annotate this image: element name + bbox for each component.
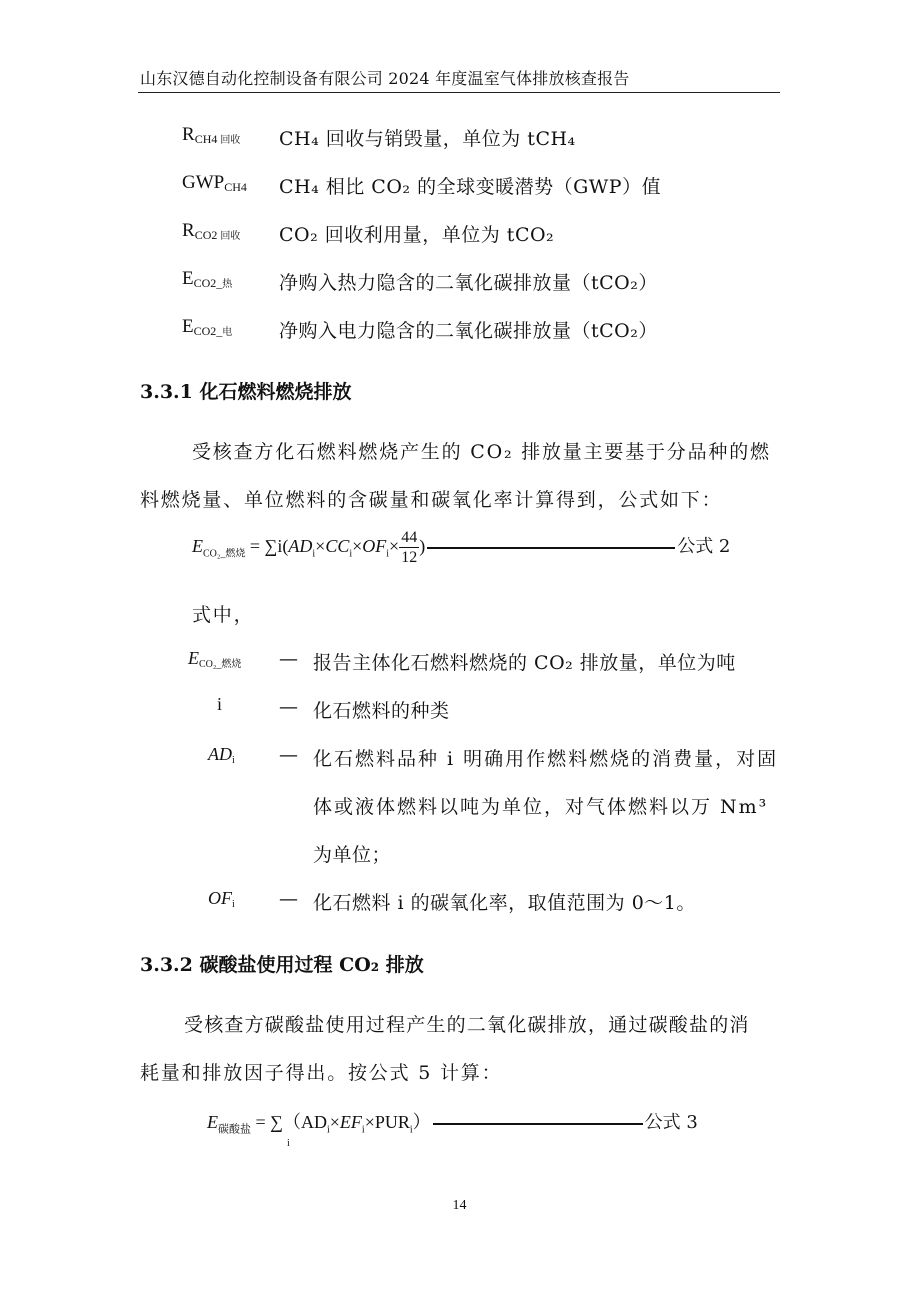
section-heading: 3.3.2 碳酸盐使用过程 CO₂ 排放 — [140, 954, 424, 976]
symbol-sub-small: 热 — [222, 279, 233, 290]
symbol-sub: i — [232, 755, 235, 766]
where-desc: 报告主体化石燃料燃烧的 CO₂ 排放量，单位为吨 — [313, 652, 736, 674]
header-divider — [138, 92, 780, 93]
formula-ef: EF — [339, 1112, 362, 1132]
symbol-sub: CO2 — [194, 228, 218, 242]
formula-sub-i: i — [386, 548, 390, 560]
where-symbol — [208, 744, 235, 766]
symbol-main: R — [182, 220, 195, 241]
formula-sub-i: i — [349, 548, 353, 560]
formula-times: × — [389, 536, 400, 557]
definition-symbol — [182, 220, 240, 243]
where-symbol — [217, 694, 222, 715]
formula-sub-i: i — [312, 548, 316, 560]
fraction-denominator: 12 — [401, 549, 418, 566]
symbol-sub: i — [232, 899, 235, 910]
formula-lhs: E — [207, 1112, 218, 1132]
definition-symbol — [182, 172, 247, 195]
formula-close: ) — [419, 536, 426, 557]
paragraph-line: 受核查方碳酸盐使用过程产生的二氧化碳排放，通过碳酸盐的消 — [184, 1014, 750, 1036]
formula-ad: AD — [288, 536, 313, 557]
formula-lhs-sub: 碳酸盐 — [218, 1123, 251, 1136]
formula-close: ） — [412, 1112, 431, 1132]
symbol-sub-small: 电 — [222, 327, 233, 338]
definition-symbol — [182, 316, 232, 339]
formula-leader-line — [427, 547, 675, 549]
where-symbol — [188, 648, 241, 670]
where-dash: — — [279, 744, 298, 766]
definition-text: CH₄ 相比 CO₂ 的全球变暖潜势（GWP）值 — [279, 176, 662, 198]
formula-sub-i: i — [326, 1124, 330, 1136]
where-label: 式中， — [192, 604, 255, 626]
where-dash: — — [279, 888, 298, 910]
definition-text: CH₄ 回收与销毁量，单位为 tCH₄ — [279, 128, 576, 150]
definition-text: CO₂ 回收利用量，单位为 tCO₂ — [279, 224, 555, 246]
formula-times: × — [329, 1112, 340, 1132]
paragraph-line: 耗量和排放因子得出。按公式 5 计算： — [140, 1062, 503, 1084]
formula-times: × — [352, 536, 363, 557]
formula-leader-line — [433, 1123, 643, 1125]
where-desc: 化石燃料 i 的碳氧化率，取值范围为 0～1。 — [313, 892, 696, 914]
formula-times: × — [315, 536, 326, 557]
formula-sum: = ∑ — [251, 1112, 283, 1132]
symbol-main: R — [182, 124, 195, 145]
symbol-sub: CO2_ — [193, 276, 223, 290]
sum-index: i — [287, 1138, 290, 1149]
symbol-sub: CH4 — [194, 132, 218, 146]
formula-open: i( — [277, 536, 289, 557]
symbol-main: E — [182, 316, 194, 337]
section-heading: 3.3.1 化石燃料燃烧排放 — [140, 381, 352, 403]
formula-fraction — [399, 530, 419, 566]
symbol-main: OF — [208, 888, 232, 908]
formula-label: 公式 3 — [644, 1112, 698, 1133]
formula-of: OF — [362, 536, 387, 557]
where-desc: 体或液体燃料以吨为单位，对气体燃料以万 Nm³ — [313, 796, 769, 818]
formula-fossil-combustion — [192, 530, 730, 566]
fraction-numerator: 44 — [401, 529, 418, 546]
where-desc: 为单位； — [313, 844, 392, 866]
where-desc: 化石燃料的种类 — [313, 700, 450, 722]
symbol-sub: CH4 — [224, 180, 247, 194]
symbol-sub: CO₂_燃烧 — [199, 659, 242, 670]
formula-sub-i: i — [361, 1124, 365, 1136]
symbol-sub: CO2_ — [193, 324, 223, 338]
formula-label: 公式 2 — [677, 536, 731, 558]
where-dash: — — [279, 696, 298, 718]
where-desc: 化石燃料品种 i 明确用作燃料燃烧的消费量，对固 — [313, 748, 779, 770]
formula-pur: PUR — [374, 1112, 410, 1132]
formula-ad: AD — [300, 1112, 327, 1132]
formula-open: （ — [282, 1112, 301, 1132]
formula-carbonate — [207, 1108, 698, 1137]
definition-text: 净购入热力隐含的二氧化碳排放量（tCO₂） — [279, 272, 658, 294]
page-number: 14 — [452, 1198, 467, 1213]
symbol-sub-small: 回收 — [220, 135, 241, 146]
paragraph-line: 受核查方化石燃料燃烧产生的 CO₂ 排放量主要基于分品种的燃 — [192, 441, 771, 463]
formula-lhs: E — [192, 536, 203, 557]
where-symbol — [208, 888, 235, 910]
definition-symbol — [182, 124, 240, 147]
formula-cc: CC — [325, 536, 350, 557]
definition-symbol — [182, 268, 232, 291]
definition-text: 净购入电力隐含的二氧化碳排放量（tCO₂） — [279, 320, 658, 342]
symbol-sub-small: 回收 — [220, 231, 241, 242]
formula-sub-i: i — [409, 1124, 413, 1136]
formula-lhs-sub: CO₂_燃烧 — [203, 548, 246, 560]
page-header: 山东汉德自动化控制设备有限公司 2024 年度温室气体排放核查报告 — [140, 69, 630, 88]
formula-sum: = ∑ — [245, 536, 278, 557]
symbol-main: i — [217, 694, 223, 714]
symbol-main: GWP — [182, 172, 225, 193]
symbol-main: E — [182, 268, 194, 289]
symbol-main: E — [188, 648, 199, 668]
paragraph-line: 料燃烧量、单位燃料的含碳量和碳氧化率计算得到，公式如下： — [140, 489, 723, 511]
symbol-main: AD — [208, 744, 232, 764]
where-dash: — — [279, 648, 298, 670]
formula-times: × — [364, 1112, 375, 1132]
